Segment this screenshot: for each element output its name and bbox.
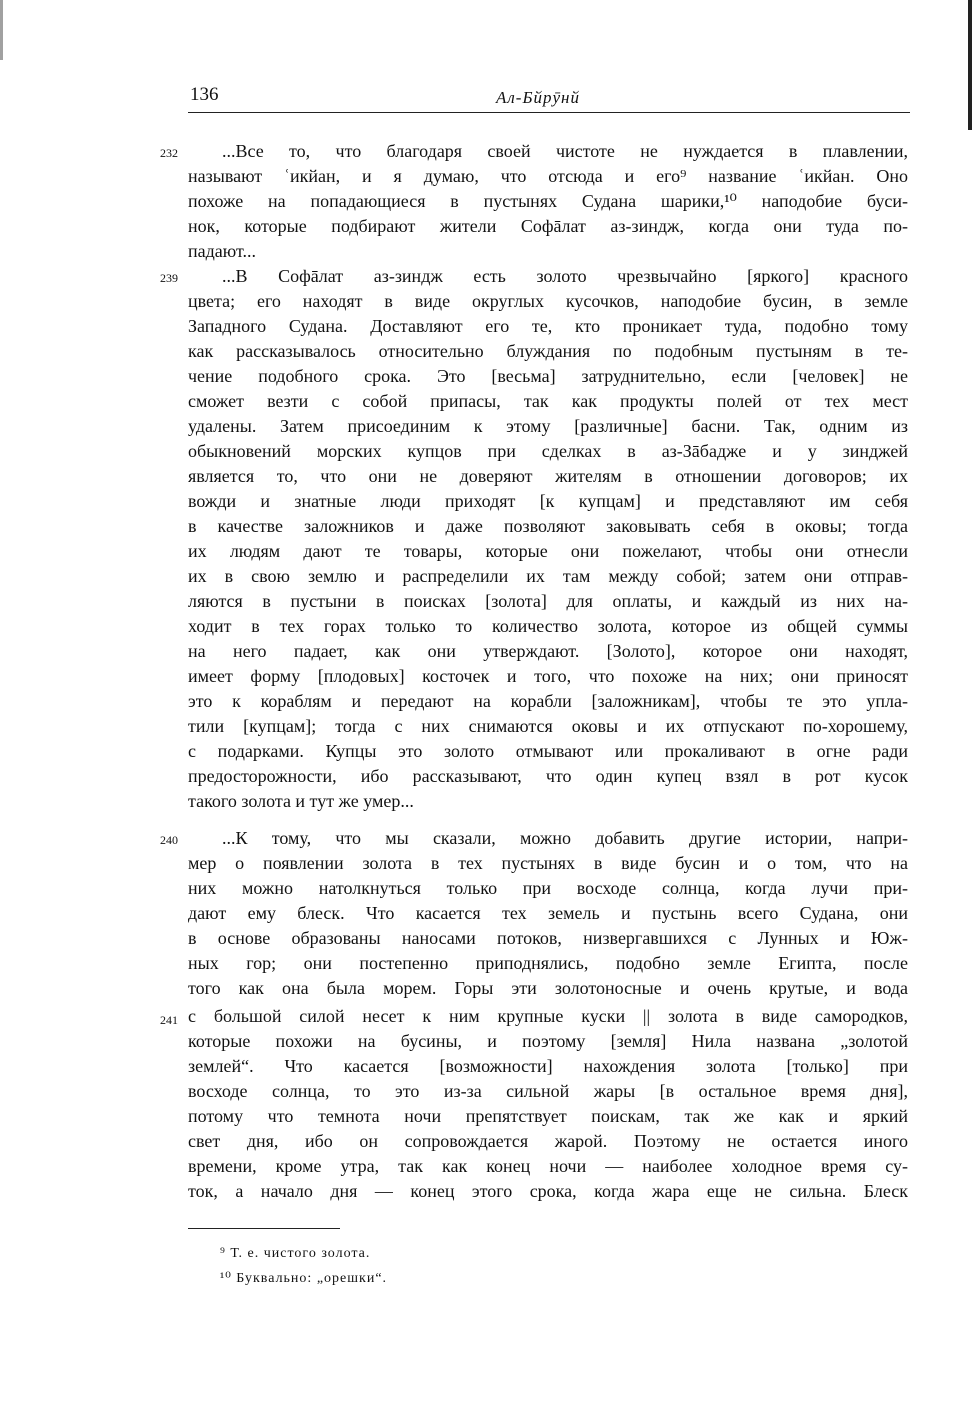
margin-number: 241 [160,1013,178,1027]
page-number: 136 [190,84,219,105]
text-line: чение подобного срока. Это [весьма] затруднительно, если [человек] не [188,366,908,386]
text-line: имеет форму [плодовых] косточек и того, что похоже на них; они приносят [188,666,908,686]
text-line: с большой силой несет к ним крупные куски || золота в виде самородков, [188,1006,908,1026]
text-line: свет дня, ибо он сопровождается жарой. Поэтому не остается иного [188,1131,908,1151]
text-line: тили [купцам]; тогда с них снимаются оковы и их отпускают по-хорошему, [188,716,908,736]
text-line: их в свою землю и распределили их там между собой; затем они отправ- [188,566,908,586]
text-line: которые похожи на бусины, и поэтому [земля] Нила названа „золотой [188,1031,908,1051]
footnote-10: ¹⁰ Буквально: „орешки“. [220,1271,388,1286]
text-line: мер о появлении золота в тех пустынях в виде бусин и о том, что на [188,853,908,873]
text-line: это к кораблям и передают на корабли [заложникам], чтобы те это упла- [188,691,908,711]
text-line: дают ему блеск. Что касается тех земель и пустынь всего Судана, они [188,903,908,923]
text-line: восходе солнца, то это из-за сильной жары [в остальное время дня], [188,1081,908,1101]
text-line: Западного Судана. Доставляют его те, кто проникает туда, подобно тому [188,316,908,336]
running-head: Ал-Бйрӯнй [496,88,580,107]
text-line: времени, кроме утра, так как конец ночи — наиболее холодное время су- [188,1156,908,1176]
text-line: обыкновений морских купцов при сделках в аз-Зāбадже и у зинджей [188,441,908,461]
text-line: предосторожности, ибо рассказывают, что один купец взял в рот кусок [188,766,908,786]
text-line: ных гор; они постепенно приподнялись, подобно земле Египта, после [188,953,908,973]
text-line: нок, которые подбирают жители Софāлат аз-зиндж, когда они туда по- [188,216,908,236]
scan-edge-right [958,0,972,130]
text-line: них можно натолкнуться только при восходе солнца, когда лучи при- [188,878,908,898]
text-line: ...К тому, что мы сказали, можно добавить другие истории, напри- [222,828,908,848]
text-line: вожди и знатные люди приходят [к купцам] и представляют им себя [188,491,908,511]
text-line: такого золота и тут же умер... [188,791,414,811]
text-line: ходит в тех горах только то количество золота, которое из общей суммы [188,616,908,636]
text-line: ляются в пустыни в поисках [золота] для оплаты, и каждый из них на- [188,591,908,611]
text-line: в основе образованы наносами потоков, низвергавшихся с Лунных и Юж- [188,928,908,948]
text-line: цвета; его находят в виде округлых кусочков, наподобие бусин, в земле [188,291,908,311]
text-line: на него падает, как они утверждают. [Золото], которое они находят, [188,641,908,661]
text-line: ток, а начало дня — конец этого срока, когда жара еще не сильна. Блеск [188,1181,908,1201]
margin-number: 239 [160,271,178,285]
text-line: ...Все то, что благодаря своей чистоте не нуждается в плавлении, [222,141,908,161]
footnote-9: ⁹ Т. е. чистого золота. [220,1246,371,1261]
header-rule [188,112,910,113]
text-line: сможет везти с собой припасы, так как продукты полей от тех мест [188,391,908,411]
text-line: землей“. Что касается [возможности] нахождения золота [только] при [188,1056,908,1076]
margin-number: 232 [160,146,178,160]
text-line: похоже на попадающиеся в пустынях Судана шарики,¹⁰ наподобие буси- [188,191,908,211]
text-line: называют ʿикйан, и я думаю, что отсюда и его⁹ название ʿикйан. Оно [188,166,908,186]
scan-edge-left [0,0,13,60]
text-line: потому что темнота ночи препятствует поискам, так же как и яркий [188,1106,908,1126]
margin-number: 240 [160,833,178,847]
text-line: их людям дают те товары, которые они пожелают, чтобы они отнесли [188,541,908,561]
text-line: как рассказывалось относительно блуждания по подобным пустыням в те- [188,341,908,361]
footnote-rule [188,1228,340,1229]
text-line: ...В Софāлат аз-зиндж есть золото чрезвычайно [яркого] красного [222,266,908,286]
text-line: является то, что они не доверяют жителям в отношении договоров; их [188,466,908,486]
text-line: падают... [188,241,256,261]
text-line: того как она была морем. Горы эти золотоносные и очень крутые, и вода [188,978,908,998]
text-line: удалены. Затем присоединим к этому [различные] басни. Так, одним из [188,416,908,436]
text-line: с подарками. Купцы это золото отмывают или прокаливают в огне ради [188,741,908,761]
text-line: в качестве заложников и даже позволяют заковывать себя в оковы; тогда [188,516,908,536]
